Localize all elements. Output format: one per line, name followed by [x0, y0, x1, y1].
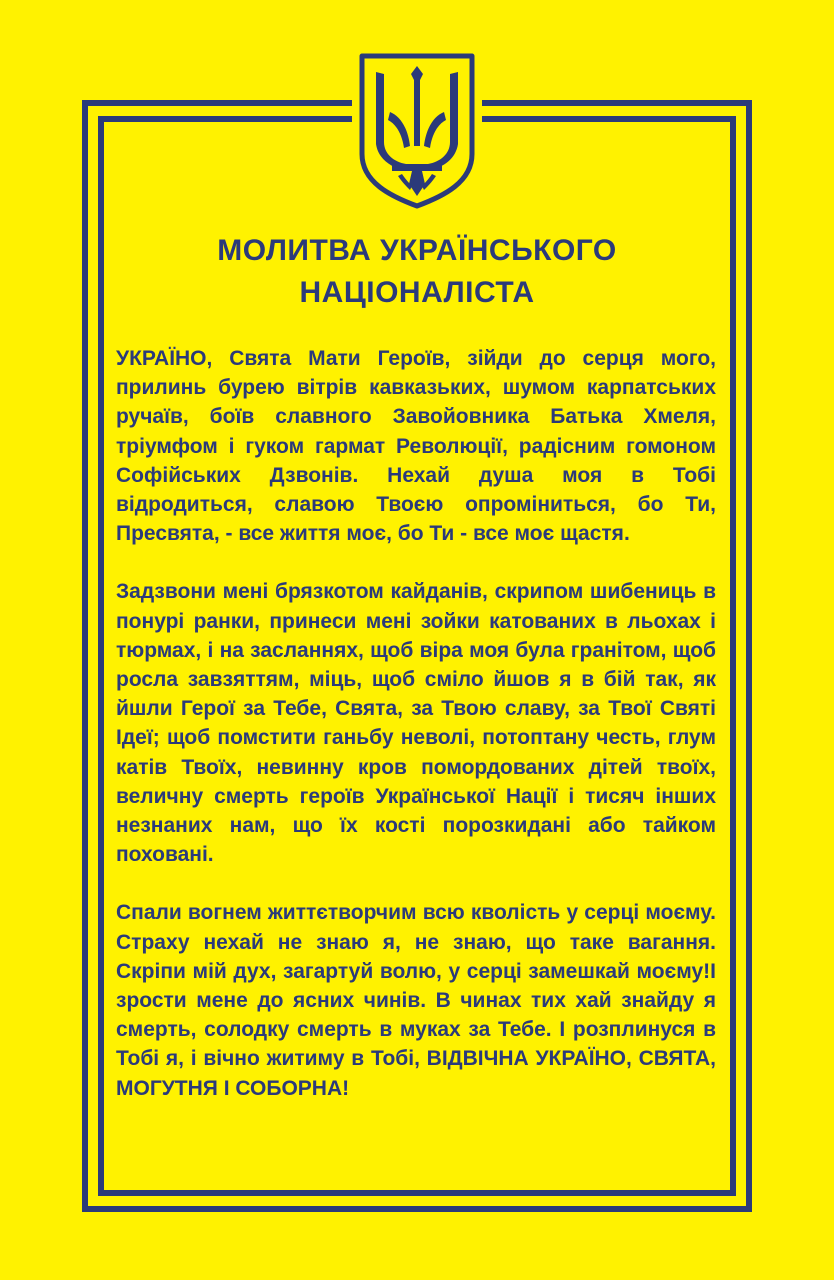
paragraph-2: Задзвони мені брязкотом кайданів, скрипом шибениць в понурі ранки, принеси мені зойки катованих в льохах і тюрмах, і на засланнях, щоб віра моя була гранітом, щоб росла завзяттям, міць, щоб сміло йшов я в бій так, як йшли Герої за Тебе, Свята, за Твою славу, за Твої Святі Ідеї; щоб помстити ганьбу неволі, потоптану честь, глум катів Твоїх, невинну кров помордованих дітей твоїх, величну смерть героїв Української Нації і тисяч інших незнаних нам, що їх кості порозкидані або тайком поховані. — [116, 580, 716, 867]
trident-coat-of-arms-icon — [352, 50, 482, 212]
paragraph-3: Спали вогнем життєтворчим всю кволість у серці моєму. Страху нехай не знаю я, не знаю, що таке вагання. Скріпи мій дух, загартуй волю, у серці замешкай моєму!І зрости мене до ясних чинів. В чинах тих хай знайду я смерть, солодку смерть в муках за Тебе. І розплинуся в Тобі я, і вічно житиму в Тобі, ВІДВІЧНА УКРАЇНО, СВЯТА, МОГУТНЯ І СОБОРНА! — [116, 901, 716, 1100]
title-line-1: МОЛИТВА УКРАЇНСЬКОГО — [217, 234, 617, 267]
title-line-2: НАЦІОНАЛІСТА — [299, 276, 535, 309]
paragraph-1: УКРАЇНО, Свята Мати Героїв, зійди до серця мого, прилинь бурею вітрів кавказьких, шумом карпатських ручаїв, боїв славного Завойовника Батька Хмеля, тріумфом і гуком гармат Революції, радісним гомоном Софійських Дзвонів. Нехай душа моя в Тобі відродиться, славою Твоєю опроміниться, бо Ти, Пресвята, - все життя моє, бо Ти - все моє щастя. — [116, 347, 716, 546]
prayer-body — [116, 344, 716, 1132]
document-title — [120, 230, 714, 314]
